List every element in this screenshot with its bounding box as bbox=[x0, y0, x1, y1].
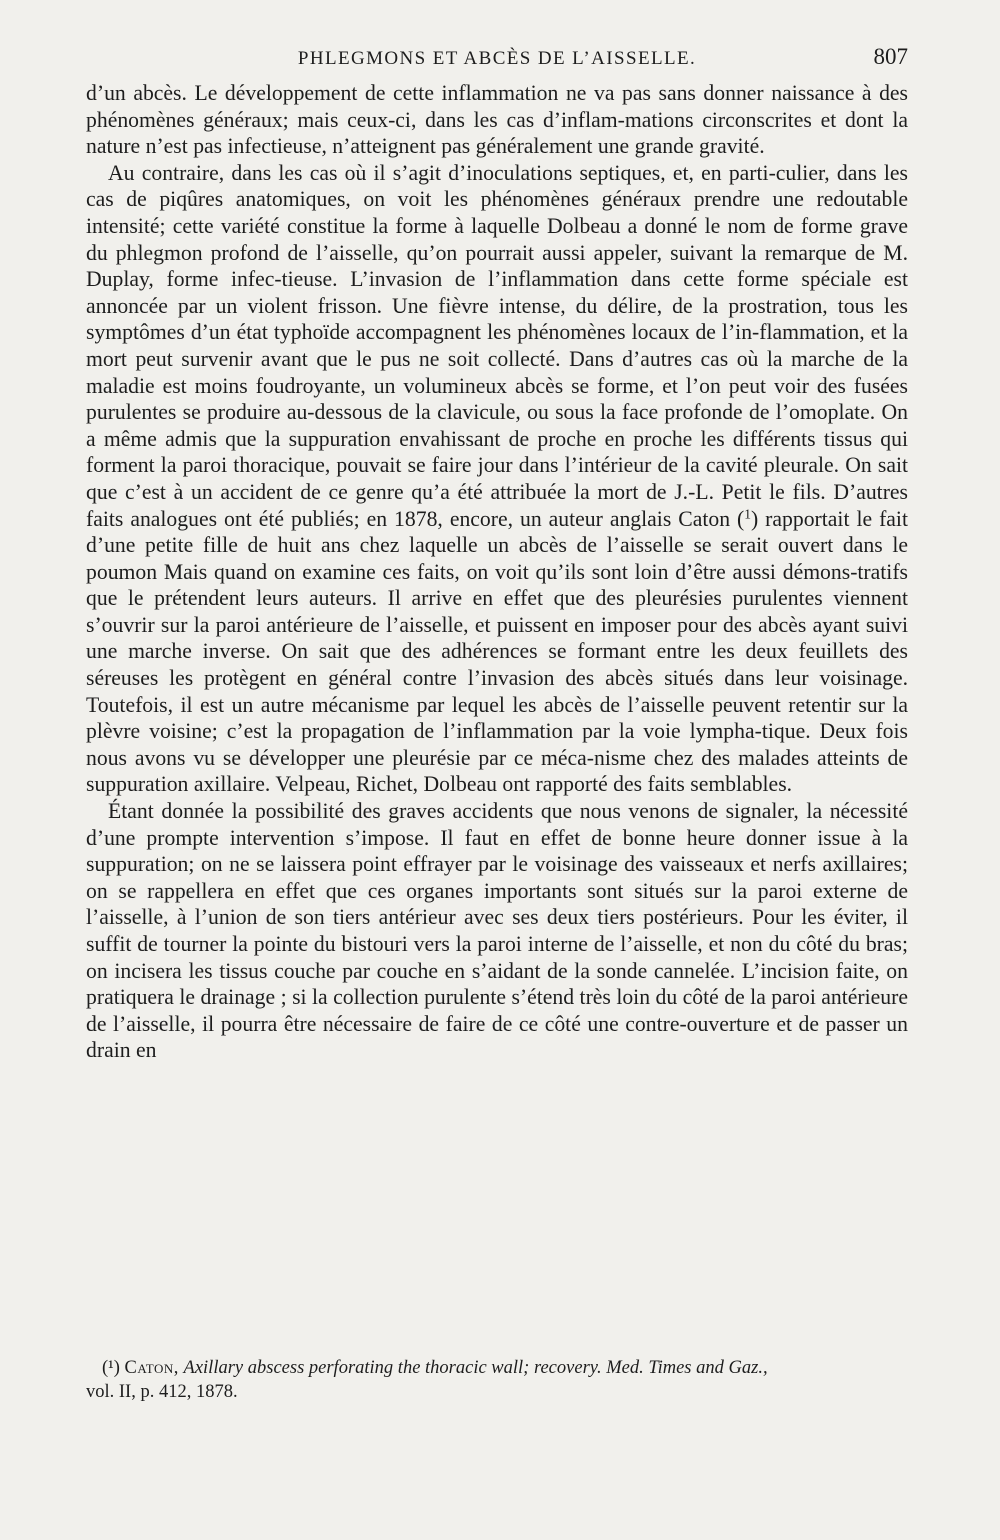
footnote bbox=[86, 1356, 908, 1404]
paragraph-2-rest: rapportait le fait d’une petite fille de huit ans chez laquelle un abcès de l’aisselle se serait ouvert dans le poumon Mais quand on examine ces faits, on voit qu’ils sont loin d’être aussi démons-tratifs que le prétendent leurs auteurs. Il arrive en effet que des pleurésies purulentes viennent s’ouvrir sur la paroi antérieure de l’aisselle, et puissent en imposer pour des abcès ayant suivi une marche inverse. On sait que des adhérences se formant entre les deux feuillets des séreuses les protègent en général contre l’invasion des abcès situés dans leur voisinage. Toutefois, il est un autre mécanisme par lequel les abcès de l’aisselle peuvent retentir sur la plèvre voisine; c’est la propagation de l’inflammation par la voie lympha-tique. Deux fois nous avons vu se développer une pleurésie par ce méca-nisme chez des malades atteints de suppuration axillaire. Velpeau, Richet, Dolbeau ont rapporté des faits semblables. bbox=[86, 506, 908, 797]
body-text bbox=[86, 80, 908, 1064]
paragraph-2: Au contraire, dans les cas où il s’agit d’inoculations septiques, et, en parti-culier, dans les cas de piqûres anatomiques, on voit les phénomènes généraux prendre une redoutable intensité; cette variété constitue la forme à laquelle Dolbeau a donné le nom de forme grave du phlegmon profond de l’aisselle, qu’on pourrait aussi appeler, suivant la remarque de M. Duplay, forme infec-tieuse. L’invasion de l’inflammation dans cette forme spéciale est annoncée par un violent frisson. Une fièvre intense, du délire, de la prostration, tous les symptômes d’un état typhoïde accompagnent les phénomènes locaux de l’in-flammation, et la mort peut survenir avant que le pus ne soit collecté. Dans d’autres cas où la marche de la maladie est moins foudroyante, un volumineux abcès se forme, et l’on peut voir des fusées purulentes se produire au-dessous de la clavicule, ou sous la face profonde de l’omoplate. On a même admis que la suppuration envahissant de proche en proche les différents tissus qui forment la paroi thoracique, pouvait se faire jour dans l’intérieur de la cavité pleurale. On sait que c’est à un accident de ce genre qu’a été attribuée la mort de J.-L. Petit le fils. D’autres faits analogues ont été publiés; en 1878, encore, un auteur anglais Caton ($^1$) rapportait le fait d’une petite fille de huit ans chez laquelle un abcès de l’aisselle se serait ouvert dans le poumon Mais quand on examine ces faits, on voit qu’ils sont loin d’être aussi démons-tratifs que le prétendent leurs auteurs. Il arrive en effet que des pleurésies purulentes viennent s’ouvrir sur la paroi antérieure de l’aisselle, et puissent en imposer pour des abcès ayant suivi une marche inverse. On sait que des adhérences se formant entre les deux feuillets des séreuses les protègent en général contre l’invasion des abcès situés dans leur voisinage. Toutefois, il est un autre mécanisme par lequel les abcès de l’aisselle peuvent retentir sur la plèvre voisine; c’est la propagation de l’inflammation par la voie lympha-tique. Deux fois nous avons vu se développer une pleurésie par ce méca-nisme chez des malades atteints de suppuration axillaire. Velpeau, Richet, Dolbeau ont rapporté des faits semblables. bbox=[86, 160, 908, 797]
paragraph-3: Étant donnée la possibilité des graves accidents que nous venons de signaler, la nécessité d’une prompte intervention s’impose. Il faut en effet de bonne heure donner issue à la suppuration; on ne se laissera point effrayer par le voisinage des vaisseaux et nerfs axillaires; on se rappellera en effet que ces organes importants sont situés sur la paroi externe de l’aisselle, à l’union de son tiers antérieur avec ses deux tiers postérieurs. Pour les éviter, il suffit de tourner la pointe du bistouri vers la paroi interne de l’aisselle, et non du côté du bras; on incisera les tissus couche par couche en s’aidant de la sonde cannelée. L’incision faite, on pratiquera le drainage ; si la collection purulente s’étend très loin du côté de la paroi antérieure de l’aisselle, il pourra être nécessaire de faire de ce côté une contre-ouverture et de passer un drain en bbox=[86, 799, 908, 1063]
running-title: PHLEGMONS ET ABCÈS DE L’AISSELLE. bbox=[297, 48, 697, 69]
page-header bbox=[86, 44, 908, 74]
paragraph-1: d’un abcès. Le développement de cette inflammation ne va pas sans donner naissance à des phénomènes généraux; mais ceux-ci, dans les cas d’inflam-mations circonscrites et dont la nature n’est pas infectieuse, n’atteignent pas généralement une grande gravité. bbox=[86, 81, 908, 159]
footnote-author: Caton, bbox=[124, 1358, 179, 1378]
paragraph-2-text: Au contraire, dans les cas où il s’agit d’inoculations septiques, et, en parti-culier, dans les cas de piqûres anatomiques, on voit les phénomènes généraux prendre une redoutable intensité; cette variété constitue la forme à laquelle Dolbeau a donné le nom de forme grave du phlegmon profond de l’aisselle, qu’on pourrait aussi appeler, suivant la remarque de M. Duplay, forme infec-tieuse. L’invasion de l’inflammation dans cette forme spéciale est annoncée par un violent frisson. Une fièvre intense, du délire, de la prostration, tous les symptômes d’un état typhoïde accompagnent les phénomènes locaux de l’in-flammation, et la mort peut survenir avant que le pus ne soit collecté. Dans d’autres cas où la marche de la maladie est moins foudroyante, un volumineux abcès se forme, et l’on peut voir des fusées purulentes se produire au-dessous de la clavicule, ou sous la face profonde de l’omoplate. On a même admis que la suppuration envahissant de proche en proche les différents tissus qui forment la paroi thoracique, pouvait se faire jour dans l’intérieur de la cavité pleurale. On sait que c’est à un accident de ce genre qu’a été attribuée la mort de J.-L. Petit le fils. D’autres faits analogues ont été publiés; en 1878, encore, un auteur anglais Caton bbox=[86, 160, 908, 531]
footnote-title: Axillary abscess perforating the thoracic wall; recovery. Med. Times and Gaz., bbox=[183, 1358, 768, 1378]
footnote-reference: 1 bbox=[744, 506, 751, 522]
footnote-mark: (¹) bbox=[102, 1358, 120, 1378]
page-number: 807 bbox=[873, 44, 908, 69]
footnote-reference-text: vol. II, p. 412, 1878. bbox=[86, 1382, 238, 1402]
